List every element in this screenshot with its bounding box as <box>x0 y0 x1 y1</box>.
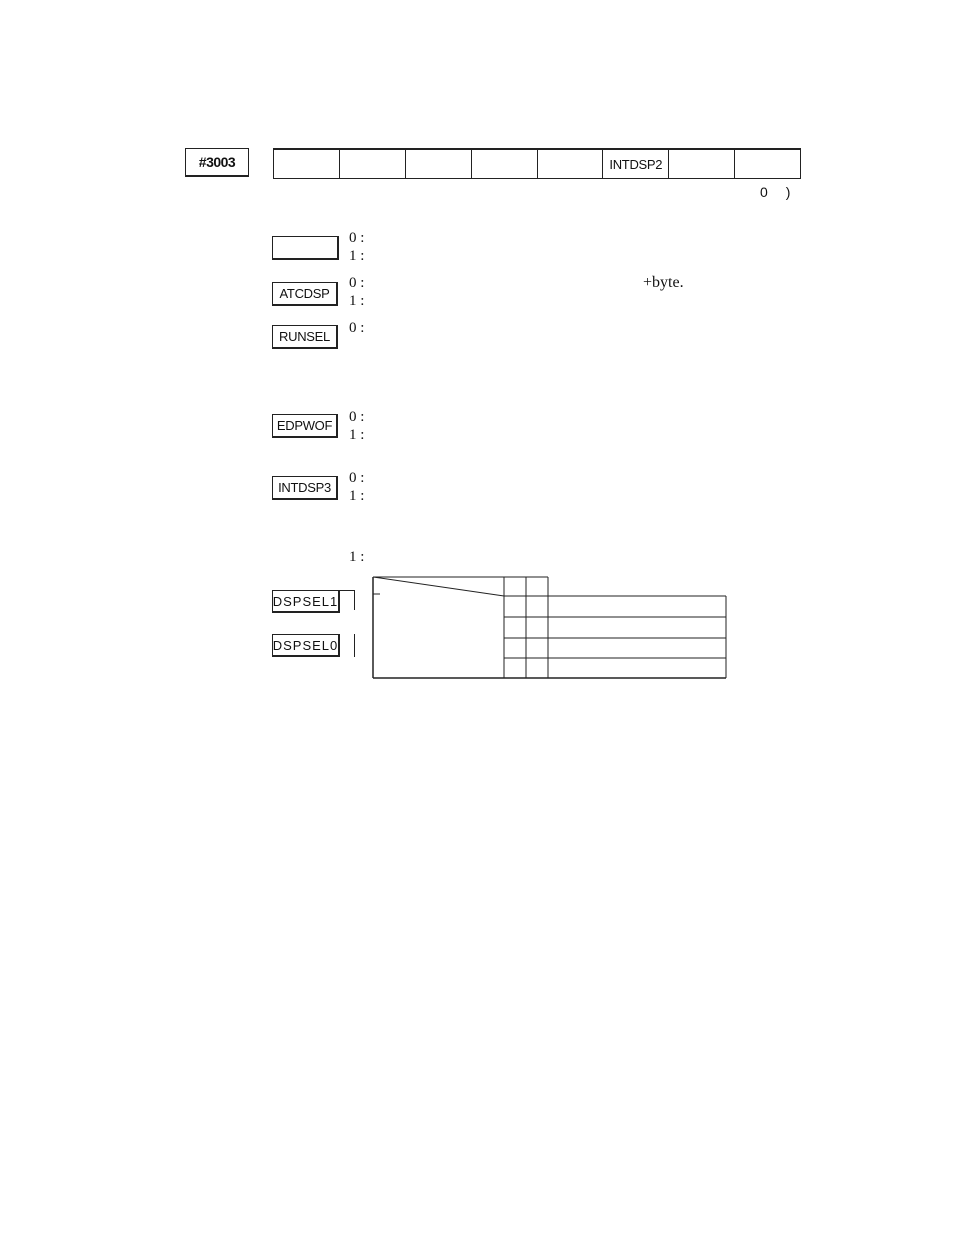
blank-option-0: 0 : <box>349 230 365 246</box>
bit-2: INTDSP2 <box>603 150 669 178</box>
dspsel1-name-box: DSPSEL1 <box>272 590 340 613</box>
bit-table <box>273 148 801 179</box>
runsel-options <box>349 319 364 337</box>
blank-name-box <box>272 236 339 260</box>
runsel-name-box: RUNSEL <box>272 325 338 349</box>
table-header-diagonal <box>373 577 504 596</box>
dspsel-table <box>370 576 730 682</box>
bit-7 <box>274 150 340 178</box>
bracket-top-vertical <box>354 590 355 610</box>
edpwof-name-box: EDPWOF <box>272 414 338 438</box>
atcdsp-name-box: ATCDSP <box>272 282 338 306</box>
atcdsp-options <box>349 274 364 310</box>
bit-6 <box>340 150 406 178</box>
dspsel0-name-box: DSPSEL0 <box>272 634 340 657</box>
intdsp3-name-box: INTDSP3 <box>272 476 338 500</box>
edpwof-options <box>349 408 364 444</box>
edpwof-option-0: 0 : <box>349 409 365 425</box>
bit-3 <box>538 150 604 178</box>
intdsp3-options <box>349 469 364 505</box>
bracket-bottom-vertical <box>354 634 355 657</box>
bit-4 <box>472 150 538 178</box>
default-value-note <box>760 184 790 200</box>
bracket-top <box>340 590 355 591</box>
default-value: 0 <box>760 184 768 200</box>
runsel-option-0: 0 : <box>349 320 365 336</box>
dspsel-option-1: 1 : <box>349 549 365 565</box>
intdsp3-option-1: 1 : <box>349 488 365 504</box>
atcdsp-option-1: 1 : <box>349 293 365 309</box>
blank-options <box>349 229 364 265</box>
bit-1 <box>669 150 735 178</box>
intdsp3-option-0: 0 : <box>349 470 365 486</box>
default-close-paren: ) <box>785 184 791 200</box>
atcdsp-option-0: 0 : <box>349 275 365 291</box>
bit-0 <box>735 150 800 178</box>
atcdsp-byte-text: +byte. <box>643 274 684 291</box>
blank-option-1: 1 : <box>349 248 365 264</box>
edpwof-option-1: 1 : <box>349 427 365 443</box>
parameter-number: #3003 <box>185 148 249 177</box>
bit-5 <box>406 150 472 178</box>
